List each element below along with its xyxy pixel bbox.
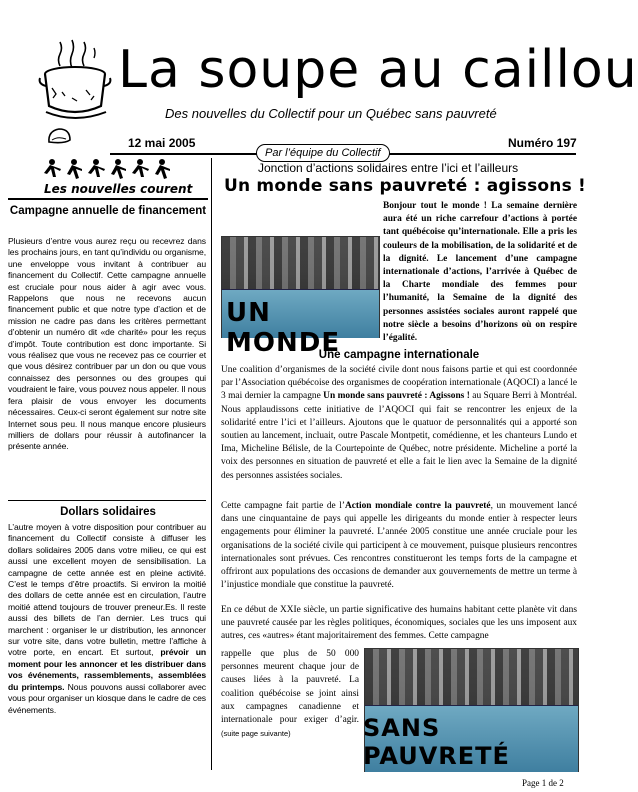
article-paragraph-3-continued: rappelle que plus de 50 000 personnes meurent chaque jour de causes liées à la pauvreté. La coalition québécoise se joint ainsi aux campagnes canadienne et internationale pour exiger d’agir. (suite page suivante) — [221, 649, 359, 739]
team-byline-pill: Par l’équipe du Collectif — [256, 144, 390, 162]
photo-banner-text: UN MONDE — [226, 298, 341, 358]
article-lead: Bonjour tout le monde ! La semaine dernière aura été un riche carrefour d’actions à portée tant québécoise qu’internationale. Elle a pris les couleurs de la mobilisation, de la solidarité et de la dignité. Le lancement d’une campagne internationale d’actions, l’arrivée à Québec de la Charte mondiale des femmes pour l’humanité, la Semaine de la dignité des personnes assistées sociales auront rappelé que notre siècle a besoins d’horizons où on respire l’égalité. — [221, 200, 577, 340]
masthead-title: La soupe au caillou — [118, 40, 638, 100]
section-title-funding: Campagne annuelle de financement — [9, 205, 207, 217]
pebble-icon — [46, 126, 72, 146]
page-number: Page 1 de 2 — [522, 778, 564, 788]
section-title-dollars: Dollars solidaires — [60, 506, 156, 518]
issue-date: 12 mai 2005 — [128, 136, 196, 150]
left-section-divider — [8, 500, 206, 501]
article-paragraph-1: Une coalition d’organismes de la société civile dont nous faisons partie et qui est coordonnée par l’Association québécoise des organismes de coopération internationale (AQOCI) a lancé le 3 mai dernier la campagne Un monde sans pauvreté : Agissons ! au Square Berri à Montréal. Nous applaudissons cette initiative de l’AQOCI qui fait se rencontrer les enjeux de la solidarité entre l’ici et l’ailleurs. Ajoutons que le quatuor de personnalités qui a apporté son soutien au lancement, incluait, outre Pascale Montpetit, comédienne, et les chanteurs Lundo et Ima, Micheline Bélisle, de la Courtepointe de Québec, notre présidente. Micheline a porté la voix des personnes en situation de pauvreté et elle a fait le lien avec la Semaine de la dignité des personnes assistées sociales. — [221, 365, 577, 481]
lead-photo-space — [221, 200, 383, 338]
soup-pot-illustration — [36, 38, 114, 120]
section-body-funding: Plusieurs d’entre vous aurez reçu ou recevrez dans les prochains jours, en tant qu’individu ou organisme, une enveloppe vous invitant à contribuer au financement du Collectif. Cette campagne annuelle est cruciale pour nous aider à agir avec vous. Rappelons que nous ne recevons aucun financement public et que notre type d’action et de mission ne cadre pas dans les critères permettant d’obtenir un numéro dit «de charité» pour les reçus d’impôt. Toute contribution est donc importante. Si vous réalisez que vous ne recevez pas ce courrier et que vous désirez contribuer par un don ou que vous connaissez des personnes ou des groupes qui voudraient le faire, vous pouvez nous appeler. Il nous fera plaisir de vous envoyer les documents nécessaires. Ceux-ci seront également sur notre site Internet sous peu. Il nous manque encore plusieurs milliers de dollars pour réussir à autofinancer la présente année. — [8, 236, 206, 452]
column-separator — [211, 158, 212, 770]
running-figures-illustration — [40, 158, 185, 182]
masthead-tagline: Des nouvelles du Collectif pour un Québec sans pauvreté — [165, 106, 497, 121]
photo-sans-pauvrete — [364, 648, 579, 772]
photo-banner-2-text: SANS PAUVRETÉ — [363, 714, 510, 770]
left-banner-rule — [8, 198, 208, 200]
article-kicker: Jonction d’actions solidaires entre l’ici et l’ailleurs — [258, 161, 519, 175]
photo-banner-2 — [365, 705, 578, 772]
article-headline: Un monde sans pauvreté : agissons ! — [224, 176, 586, 196]
issue-number: Numéro 197 — [508, 136, 577, 150]
article-paragraph-3: En ce début de XXIe siècle, un partie significative des humains habitant cette planète vit dans une pauvreté causée par les règles politiques, économiques, sociales que les uns imposent aux autres, ces «autres» étant majoritairement des femmes. Cette campagne — [221, 605, 577, 642]
left-column-banner: Les nouvelles courent — [44, 182, 193, 196]
section-body-dollars: L’autre moyen à votre disposition pour contribuer au financement du Collectif consiste à diffuser les dollars solidaires 2005 dans votre milieu, ce qui est aussi une excellent moyen de sensibilisation. La campagne de cette année est en pleine activité. C’est le temps d’être proactifs. Si environ la moitié des dollars de cette année est en circulation, l’autre moitié attend toujours de trouver preneur.Es. Il reste aussi des billets de l’an dernier. Les trucs qui marchent : organiser le ur distribution, les annoncer sur votre site, dans votre bulletin, mettre l’affiche à votre porte, en encart. Et surtout, prévoir un moment pour les annoncer et les distribuer dans vos événements, rassemblements, assemblées du printemps. Nous pouvons aussi collaborer avec vous pour organiser un kiosque dans le cadre de ces événements. — [8, 522, 206, 715]
continued-note: (suite page suivante) — [221, 729, 291, 739]
photo-crowd-2 — [365, 649, 578, 710]
section-title-campaign: Une campagne internationale — [318, 349, 480, 361]
article-paragraph-2: Cette campagne fait partie de l’Action mondiale contre la pauvreté, un mouvement lancé dans une cinquantaine de pays qui appelle les dirigeants du monde entier à respecter leurs engagements pour éliminer la pauvreté. L’année 2005 constitue une année cruciale pour les organisations de la société civile qui participent à ce mouvement, puisque plusieurs rencontres internationales sont prévues. Ces rencontres constitueront les temps forts de la campagne et offriront aux populations des occasions de demander aux gouvernements de mettre un terme à l’injustice mondiale que constitue la pauvreté. — [221, 501, 577, 591]
